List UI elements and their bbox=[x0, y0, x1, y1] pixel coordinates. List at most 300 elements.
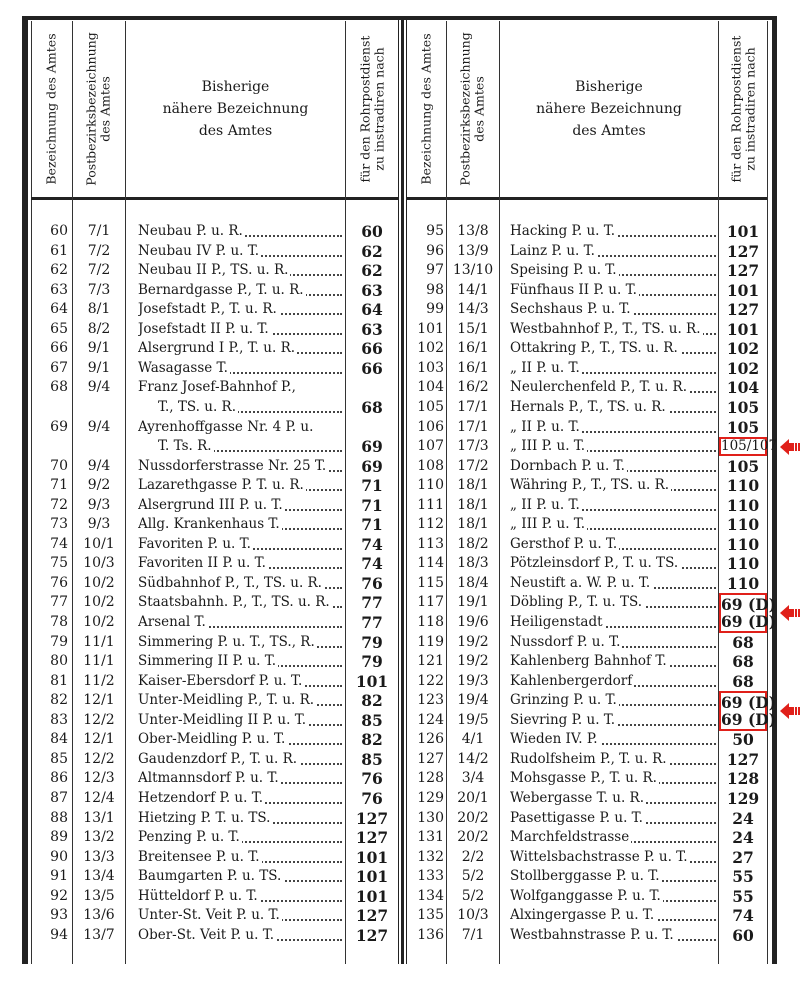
postal-district: 13/9 bbox=[457, 242, 489, 259]
office-number: 129 bbox=[417, 789, 444, 806]
office-number: 104 bbox=[417, 379, 444, 396]
office-name-cell bbox=[510, 672, 716, 691]
office-name: Josefstadt II P. u. T. bbox=[138, 320, 269, 337]
postal-district: 14/1 bbox=[457, 281, 489, 298]
office-name: Unter-Meidling II P. u. T. bbox=[138, 711, 307, 728]
header-bisherige-right: Bisherige nähere Bezeichnung des Amtes bbox=[536, 78, 682, 139]
office-name: Marchfeldstrasse bbox=[510, 829, 630, 846]
office-name-cell bbox=[510, 457, 716, 476]
office-name: „ II P. u. T. bbox=[510, 418, 580, 435]
postal-district: 12/1 bbox=[83, 731, 115, 748]
postal-district: 10/3 bbox=[457, 907, 489, 924]
routing-destination: 71 bbox=[361, 476, 383, 496]
postal-district: 9/4 bbox=[87, 418, 111, 435]
table-row bbox=[0, 261, 800, 280]
office-name: Hütteldorf P. u. T. bbox=[138, 887, 258, 904]
office-number: 102 bbox=[417, 340, 444, 357]
office-number: 73 bbox=[50, 516, 68, 533]
table-row bbox=[0, 730, 800, 749]
office-name: Hacking P. u. T. bbox=[510, 223, 616, 239]
postal-district: 13/8 bbox=[457, 223, 489, 239]
table-row bbox=[0, 652, 800, 671]
postal-district: 12/4 bbox=[83, 789, 115, 806]
office-number: 105 bbox=[417, 398, 444, 415]
office-number: 95 bbox=[426, 223, 444, 239]
office-name-cell bbox=[510, 398, 716, 417]
table-row bbox=[0, 926, 800, 945]
office-name: Simmering II P. u. T. bbox=[138, 653, 277, 670]
office-name: T., TS. u. R. bbox=[158, 398, 236, 415]
routing-destination: 74 bbox=[361, 534, 383, 554]
table-row bbox=[0, 437, 800, 456]
office-name: Ober-Meidling P. u. T. bbox=[138, 731, 286, 748]
office-name-cell bbox=[510, 437, 716, 456]
postal-district: 19/6 bbox=[457, 614, 489, 630]
postal-district: 12/3 bbox=[83, 770, 115, 787]
postal-district: 19/5 bbox=[457, 711, 489, 728]
postal-district: 17/1 bbox=[457, 398, 489, 415]
routing-destination: 110 bbox=[726, 554, 760, 574]
office-name: Simmering P. u. T., TS., R. bbox=[138, 633, 315, 650]
table-row bbox=[0, 789, 800, 808]
office-name-cell bbox=[138, 574, 342, 593]
office-name-cell bbox=[138, 633, 342, 652]
office-name: Sievring P. u. T. bbox=[510, 711, 616, 728]
office-name: T. Ts. R. bbox=[158, 438, 212, 455]
postal-district: 19/4 bbox=[457, 692, 489, 709]
office-number: 118 bbox=[417, 614, 444, 630]
office-name-cell bbox=[510, 242, 716, 261]
postal-district: 7/2 bbox=[87, 262, 111, 279]
table-row bbox=[0, 750, 800, 769]
postal-district: 18/2 bbox=[457, 535, 489, 552]
office-name: Arsenal T. bbox=[138, 614, 206, 630]
office-name-cell bbox=[510, 261, 716, 280]
routing-destination: 68 bbox=[732, 652, 754, 672]
office-number: 65 bbox=[50, 320, 68, 337]
table-row bbox=[0, 828, 800, 847]
postal-district: 12/2 bbox=[83, 711, 115, 728]
table-row bbox=[0, 222, 800, 241]
office-number: 101 bbox=[417, 320, 444, 337]
table-row bbox=[0, 633, 800, 652]
routing-destination: 82 bbox=[361, 730, 383, 750]
table-row bbox=[0, 300, 800, 319]
office-number: 123 bbox=[417, 692, 444, 709]
routing-destination: 76 bbox=[361, 788, 383, 808]
routing-destination: 66 bbox=[361, 339, 383, 359]
office-number: 97 bbox=[426, 262, 444, 279]
routing-destination: 69 bbox=[361, 456, 383, 476]
table-row bbox=[0, 613, 800, 632]
office-name-cell bbox=[138, 691, 342, 710]
office-name: Altmannsdorf P. u. T. bbox=[138, 770, 279, 787]
table-row bbox=[0, 281, 800, 300]
postal-district: 20/2 bbox=[457, 809, 489, 826]
office-name: Kahlenbergerdorf bbox=[510, 672, 633, 689]
table-row bbox=[0, 418, 800, 437]
postal-district: 18/1 bbox=[457, 516, 489, 533]
office-name-cell bbox=[138, 593, 342, 612]
routing-destination: 24 bbox=[732, 808, 754, 828]
office-number: 63 bbox=[50, 281, 68, 298]
routing-destination: 63 bbox=[361, 319, 383, 339]
postal-district: 17/2 bbox=[457, 457, 489, 474]
office-number: 70 bbox=[50, 457, 68, 474]
routing-destination: 105 bbox=[726, 397, 760, 417]
table-row bbox=[0, 769, 800, 788]
routing-destination: 110 bbox=[726, 495, 760, 515]
postal-district: 19/2 bbox=[457, 653, 489, 670]
office-name: Wieden IV. P. bbox=[510, 731, 598, 748]
routing-destination: 27 bbox=[732, 847, 754, 867]
postal-district: 5/2 bbox=[461, 868, 485, 885]
postal-district: 4/1 bbox=[461, 731, 485, 748]
office-name: Heiligenstadt bbox=[510, 614, 603, 630]
office-name-cell bbox=[510, 593, 716, 612]
office-name: Penzing P. u. T. bbox=[138, 829, 240, 846]
office-name: Breitensee P. u. T. bbox=[138, 848, 260, 865]
office-number: 112 bbox=[417, 516, 444, 533]
table-row bbox=[0, 593, 800, 615]
office-name: Baumgarten P. u. TS. bbox=[138, 868, 282, 885]
routing-destination: 127 bbox=[726, 300, 760, 320]
routing-destination: 24 bbox=[732, 828, 754, 848]
routing-destination: 71 bbox=[361, 515, 383, 535]
postal-district: 7/1 bbox=[87, 223, 111, 239]
office-name: Speising P. u. T. bbox=[510, 262, 617, 279]
office-number: 91 bbox=[50, 868, 68, 885]
routing-destination: 76 bbox=[361, 769, 383, 789]
office-name: Allg. Krankenhaus T. bbox=[138, 516, 280, 533]
postal-district: 9/1 bbox=[87, 359, 111, 376]
office-name-cell bbox=[510, 339, 716, 358]
office-name: Wolfganggasse P. u. T. bbox=[510, 887, 661, 904]
office-number: 126 bbox=[417, 731, 444, 748]
routing-destination: 66 bbox=[361, 358, 383, 378]
office-number: 67 bbox=[50, 359, 68, 376]
office-number: 132 bbox=[417, 848, 444, 865]
office-number: 74 bbox=[50, 535, 68, 552]
table-row bbox=[0, 711, 800, 730]
routing-destination: 68 bbox=[361, 397, 383, 417]
office-number: 68 bbox=[50, 379, 68, 396]
table-row bbox=[0, 906, 800, 925]
office-number: 110 bbox=[417, 477, 444, 494]
routing-destination: 60 bbox=[732, 925, 754, 945]
office-name-cell bbox=[510, 906, 716, 925]
office-number: 98 bbox=[426, 281, 444, 298]
routing-destination: 60 bbox=[361, 222, 383, 241]
office-name-cell bbox=[510, 730, 716, 749]
office-name: Gaudenzdorf P., T. u. R. bbox=[138, 750, 298, 767]
routing-destination: 79 bbox=[361, 632, 383, 652]
office-name: Ayrenhoffgasse Nr. 4 P. u. bbox=[138, 418, 314, 435]
postal-district: 14/3 bbox=[457, 301, 489, 318]
office-number: 131 bbox=[417, 829, 444, 846]
office-name-cell bbox=[510, 300, 716, 319]
postal-district: 16/1 bbox=[457, 359, 489, 376]
routing-destination: 101 bbox=[355, 867, 389, 887]
office-name: Franz Josef-Bahnhof P., bbox=[138, 379, 296, 396]
office-number: 81 bbox=[50, 672, 68, 689]
office-name-cell bbox=[510, 789, 716, 808]
routing-destination: 69 (D) bbox=[721, 693, 777, 713]
office-name: Bernardgasse P., T. u. R. bbox=[138, 281, 304, 298]
header-rohrpost-left: für den Rohrpostdienst zu instradiren nach bbox=[357, 35, 386, 182]
office-number: 96 bbox=[426, 242, 444, 259]
table-row bbox=[0, 398, 800, 417]
postal-district: 13/5 bbox=[83, 887, 115, 904]
office-name: Ober-St. Veit P. u. T. bbox=[138, 926, 275, 943]
office-name: Pasettigasse P. u. T. bbox=[510, 809, 643, 826]
postal-district: 14/2 bbox=[457, 750, 489, 767]
office-number: 135 bbox=[417, 907, 444, 924]
office-number: 117 bbox=[417, 594, 444, 611]
office-name: Neulerchenfeld P., T. u. R. bbox=[510, 379, 687, 396]
routing-destination: 127 bbox=[726, 241, 760, 261]
office-number: 88 bbox=[50, 809, 68, 826]
routing-destination: 74 bbox=[361, 554, 383, 574]
office-name: Neubau II P., TS. u. R. bbox=[138, 262, 289, 279]
routing-destination: 127 bbox=[726, 749, 760, 769]
postal-district: 17/1 bbox=[457, 418, 489, 435]
office-name-cell bbox=[510, 535, 716, 554]
routing-destination: 62 bbox=[361, 261, 383, 281]
postal-district: 13/7 bbox=[83, 926, 115, 943]
table-row bbox=[0, 535, 800, 554]
table-row bbox=[0, 515, 800, 534]
office-number: 113 bbox=[417, 535, 444, 552]
postal-district: 17/3 bbox=[457, 438, 489, 455]
office-number: 78 bbox=[50, 614, 68, 630]
office-name: Hetzendorf P. u. T. bbox=[138, 789, 264, 806]
postal-district: 16/1 bbox=[457, 340, 489, 357]
office-name: Neubau IV P. u. T. bbox=[138, 242, 260, 259]
header-rule-right bbox=[407, 197, 767, 200]
routing-destination: 63 bbox=[361, 280, 383, 300]
routing-destination: 110 bbox=[726, 476, 760, 496]
office-number: 72 bbox=[50, 496, 68, 513]
routing-destination: 128 bbox=[726, 769, 760, 789]
office-number: 84 bbox=[50, 731, 68, 748]
office-name: Hernals P., T., TS. u. R. bbox=[510, 398, 666, 415]
routing-destination: 101 bbox=[726, 280, 760, 300]
office-number: 82 bbox=[50, 692, 68, 709]
office-name: Unter-Meidling P., T. u. R. bbox=[138, 692, 315, 709]
postal-district: 5/2 bbox=[461, 887, 485, 904]
routing-destination: 110 bbox=[726, 534, 760, 554]
routing-destination: 77 bbox=[361, 613, 383, 632]
routing-destination: 101 bbox=[726, 319, 760, 339]
office-name: Nussdorferstrasse Nr. 25 T. bbox=[138, 457, 327, 474]
office-number: 75 bbox=[50, 555, 68, 572]
routing-destination: 68 bbox=[732, 632, 754, 652]
office-number: 64 bbox=[50, 301, 68, 318]
routing-destination: 101 bbox=[355, 847, 389, 867]
postal-district: 11/1 bbox=[83, 633, 115, 650]
header-bisherige-left: Bisherige nähere Bezeichnung des Amtes bbox=[162, 78, 309, 139]
office-name-cell bbox=[510, 496, 716, 515]
office-number: 83 bbox=[50, 711, 68, 728]
office-number: 103 bbox=[417, 359, 444, 376]
header-postbezirk-right: Postbezirksbezeichnung des Amtes bbox=[458, 31, 487, 186]
routing-destination: 104 bbox=[726, 378, 760, 398]
office-name: Favoriten P. u. T. bbox=[138, 535, 251, 552]
office-name: Neubau P. u. R. bbox=[138, 223, 243, 239]
office-number: 111 bbox=[417, 496, 444, 513]
office-number: 115 bbox=[417, 574, 444, 591]
office-name: Hietzing P. T. u. TS. bbox=[138, 809, 271, 826]
postal-district: 12/1 bbox=[83, 692, 115, 709]
table-row bbox=[0, 457, 800, 476]
postal-district: 13/3 bbox=[83, 848, 115, 865]
office-name: Alsergrund I P., T. u. R. bbox=[138, 340, 296, 357]
office-number: 71 bbox=[50, 477, 68, 494]
office-name: Josefstadt P., T. u. R. bbox=[138, 301, 277, 318]
postal-district: 13/2 bbox=[83, 829, 115, 846]
postal-district: 10/2 bbox=[83, 594, 115, 611]
table-row bbox=[0, 378, 800, 397]
office-name: Westbahnstrasse P. u. T. bbox=[510, 926, 674, 943]
office-name: Staatsbahnh. P., T., TS. u. R. bbox=[138, 594, 330, 611]
office-name: „ III P. u. T. bbox=[510, 516, 586, 533]
office-number: 93 bbox=[50, 907, 68, 924]
office-number: 62 bbox=[50, 262, 68, 279]
office-name: Döbling P., T. u. TS. bbox=[510, 594, 643, 611]
postal-district: 9/3 bbox=[87, 516, 111, 533]
table-row bbox=[0, 691, 800, 713]
postal-district: 19/3 bbox=[457, 672, 489, 689]
routing-destination: 79 bbox=[361, 652, 383, 672]
postal-district: 9/2 bbox=[87, 477, 111, 494]
office-number: 89 bbox=[50, 829, 68, 846]
office-name-cell bbox=[510, 320, 716, 339]
office-name: „ III P. u. T. bbox=[510, 438, 586, 455]
routing-destination: 127 bbox=[355, 906, 389, 926]
office-number: 66 bbox=[50, 340, 68, 357]
office-number: 87 bbox=[50, 789, 68, 806]
postal-district: 12/2 bbox=[83, 750, 115, 767]
routing-destination: 62 bbox=[361, 241, 383, 261]
office-name: Nussdorf P. u. T. bbox=[510, 633, 621, 650]
table-row bbox=[0, 809, 800, 828]
routing-destination: 85 bbox=[361, 710, 383, 730]
office-number: 77 bbox=[50, 594, 68, 611]
office-name-cell bbox=[510, 848, 716, 867]
routing-destination: 64 bbox=[361, 300, 383, 320]
office-name-cell bbox=[138, 457, 342, 476]
routing-destination: 127 bbox=[355, 808, 389, 828]
office-name: Ottakring P., T., TS. u. R. bbox=[510, 340, 678, 357]
routing-destination: 69 (D) bbox=[721, 612, 777, 631]
postal-district: 13/4 bbox=[83, 868, 115, 885]
postal-district: 11/1 bbox=[83, 653, 115, 670]
office-number: 107 bbox=[417, 438, 444, 455]
office-name-cell bbox=[510, 809, 716, 828]
office-number: 86 bbox=[50, 770, 68, 787]
office-number: 133 bbox=[417, 868, 444, 885]
postal-district: 10/1 bbox=[83, 535, 115, 552]
office-name: Rudolfsheim P., T. u. R. bbox=[510, 750, 667, 767]
office-name: Dornbach P. u. T. bbox=[510, 457, 625, 474]
postal-district: 20/1 bbox=[457, 789, 489, 806]
office-number: 136 bbox=[417, 926, 444, 943]
office-number: 122 bbox=[417, 672, 444, 689]
office-name-cell bbox=[138, 418, 342, 437]
postal-district: 2/2 bbox=[461, 848, 485, 865]
postal-district: 10/2 bbox=[83, 574, 115, 591]
routing-destination: 76 bbox=[361, 573, 383, 593]
postal-district: 18/4 bbox=[457, 574, 489, 591]
routing-destination: 101 bbox=[726, 222, 760, 241]
office-name: Fünfhaus II P. u. T. bbox=[510, 281, 637, 298]
office-name: Unter-St. Veit P. u. T. bbox=[138, 907, 280, 924]
routing-destination: 110 bbox=[726, 515, 760, 535]
office-name: Mohsgasse P., T. u. R. bbox=[510, 770, 657, 787]
postal-district: 9/4 bbox=[87, 379, 111, 396]
postal-district: 18/1 bbox=[457, 496, 489, 513]
office-name-cell bbox=[510, 476, 716, 495]
routing-destination: 127 bbox=[355, 925, 389, 945]
postal-district: 8/2 bbox=[87, 320, 111, 337]
office-name-cell bbox=[510, 887, 716, 906]
office-number: 92 bbox=[50, 887, 68, 904]
routing-destination: 105 bbox=[726, 456, 760, 476]
office-name: Alxingergasse P. u. T. bbox=[510, 907, 655, 924]
routing-destination: 77 bbox=[361, 593, 383, 613]
routing-destination: 102 bbox=[726, 358, 760, 378]
postal-district: 18/3 bbox=[457, 555, 489, 572]
office-name: Neustift a. W. P. u. T. bbox=[510, 574, 651, 591]
routing-destination: 69 (D) bbox=[721, 709, 777, 729]
office-name-cell bbox=[510, 281, 716, 300]
table-row bbox=[0, 848, 800, 867]
routing-destination: 50 bbox=[732, 730, 754, 750]
routing-destination: 110 bbox=[726, 573, 760, 593]
header-postbezirk-left: Postbezirksbezeichnung des Amtes bbox=[84, 31, 113, 186]
office-name: Webergasse T. u. R. bbox=[510, 789, 645, 806]
office-name-cell bbox=[510, 652, 716, 671]
arrow-left-icon bbox=[780, 438, 800, 456]
header-bezeichnung-right: Bezeichnung des Amtes bbox=[418, 32, 434, 185]
table-row bbox=[0, 359, 800, 378]
office-name: Sechshaus P. u. T. bbox=[510, 301, 631, 318]
office-name: „ II P. u. T. bbox=[510, 359, 580, 376]
office-name: Gersthof P. u. T. bbox=[510, 535, 618, 552]
routing-destination: 55 bbox=[732, 886, 754, 906]
header-rohrpost-right: für den Rohrpostdienst zu instradiren nach bbox=[728, 35, 757, 182]
postal-district: 11/2 bbox=[83, 672, 115, 689]
office-name: Westbahnhof P., T., TS. u. R. bbox=[510, 320, 701, 337]
routing-destination: 82 bbox=[361, 691, 383, 711]
routing-destination: 69 bbox=[361, 437, 383, 457]
office-name-cell bbox=[510, 418, 716, 437]
routing-destination: 101 bbox=[355, 886, 389, 906]
table-row bbox=[0, 672, 800, 691]
outer-border-top bbox=[24, 16, 776, 20]
office-name-cell bbox=[510, 378, 716, 397]
office-number: 127 bbox=[417, 750, 444, 767]
table-row bbox=[0, 554, 800, 573]
postal-district: 9/3 bbox=[87, 496, 111, 513]
routing-destination: 69 (D) bbox=[721, 595, 777, 615]
postal-district: 9/4 bbox=[87, 457, 111, 474]
office-number: 121 bbox=[417, 653, 444, 670]
table-row bbox=[0, 339, 800, 358]
office-name: Lazarethgasse P. T. u. R. bbox=[138, 477, 304, 494]
table-row bbox=[0, 887, 800, 906]
